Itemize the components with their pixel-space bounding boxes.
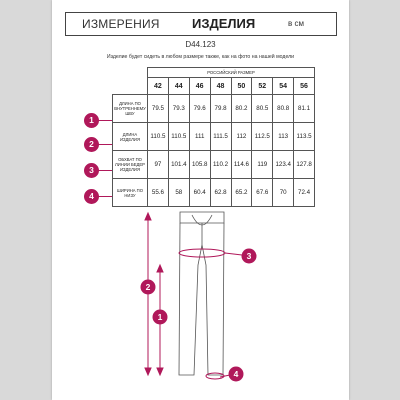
row-marker-3: 3 bbox=[84, 163, 99, 178]
measure-label-line: ВНУТРЕННЕМУ bbox=[114, 106, 146, 111]
arrow-head bbox=[157, 368, 163, 375]
value-cell: 110.5 bbox=[168, 123, 189, 151]
measure-label-line: ШИРИНА ПО bbox=[117, 187, 143, 193]
size-header-row bbox=[113, 68, 315, 78]
trousers-outline bbox=[179, 212, 224, 375]
value-cell: 79.5 bbox=[148, 95, 169, 123]
measure-label-line: ОБХВАТ ПО bbox=[118, 157, 142, 162]
diagram-markers bbox=[141, 249, 257, 382]
corner-cell bbox=[113, 78, 148, 95]
size-cell: 56 bbox=[294, 78, 315, 95]
measure-label-line: ИЗДЕЛИЯ bbox=[120, 167, 140, 172]
hip-leader bbox=[225, 253, 242, 255]
measure-label-line: ЛИНИИ БЕДЕР bbox=[115, 162, 145, 167]
value-cell: 110.5 bbox=[148, 123, 169, 151]
measure-label-line: ДЛИНА bbox=[122, 131, 138, 137]
hip-ellipse bbox=[179, 249, 225, 257]
header-unit: в см bbox=[288, 19, 304, 28]
row-connector-4 bbox=[98, 196, 112, 197]
size-cell: 44 bbox=[168, 78, 189, 95]
value-cell: 70 bbox=[273, 179, 294, 207]
value-cell: 72.4 bbox=[294, 179, 315, 207]
size-chart-sheet bbox=[52, 0, 349, 400]
measure-label bbox=[113, 95, 148, 123]
header-item: ИЗДЕЛИЯ bbox=[192, 16, 256, 31]
value-cell: 79.8 bbox=[210, 95, 231, 123]
table-row bbox=[113, 95, 315, 123]
value-cell: 65.2 bbox=[231, 179, 252, 207]
value-cell: 79.6 bbox=[189, 95, 210, 123]
measure-label bbox=[113, 123, 148, 151]
value-cell: 113.5 bbox=[294, 123, 315, 151]
article-code: D44.123 bbox=[185, 40, 216, 49]
header-measurements: ИЗМЕРЕНИЯ bbox=[82, 17, 160, 31]
size-cell: 48 bbox=[210, 78, 231, 95]
measure-label-line: НИЗУ bbox=[124, 192, 136, 198]
table-row bbox=[113, 123, 315, 151]
diagram-marker-2-label: 2 bbox=[145, 282, 151, 292]
waistband bbox=[180, 212, 224, 223]
value-cell: 81.1 bbox=[294, 95, 315, 123]
corner-cell bbox=[113, 68, 148, 78]
trousers-diagram bbox=[52, 205, 349, 400]
value-cell: 119 bbox=[252, 151, 273, 179]
row-connector-3 bbox=[98, 170, 112, 171]
arrow-head bbox=[157, 265, 163, 272]
value-cell: 112.5 bbox=[252, 123, 273, 151]
value-cell: 105.8 bbox=[189, 151, 210, 179]
value-cell: 80.2 bbox=[231, 95, 252, 123]
row-marker-1: 1 bbox=[84, 113, 99, 128]
measure-label bbox=[113, 151, 148, 179]
fit-note: Изделие будет сидеть в любом размере также, как на фото на нашей модели bbox=[106, 54, 295, 60]
row-connector-2 bbox=[98, 144, 112, 145]
value-cell: 123.4 bbox=[273, 151, 294, 179]
value-cell: 67.6 bbox=[252, 179, 273, 207]
row-marker-2: 2 bbox=[84, 137, 99, 152]
size-table bbox=[112, 67, 315, 207]
table-row bbox=[113, 151, 315, 179]
diagram-marker-1-label: 1 bbox=[157, 312, 163, 322]
measure-label-line: ИЗДЕЛИЯ bbox=[120, 136, 140, 142]
value-cell: 112 bbox=[231, 123, 252, 151]
hem-ellipse bbox=[206, 373, 224, 379]
value-cell: 80.8 bbox=[273, 95, 294, 123]
row-marker-4: 4 bbox=[84, 189, 99, 204]
right-leg bbox=[202, 223, 224, 375]
value-cell: 80.5 bbox=[252, 95, 273, 123]
diagram-marker-3-label: 3 bbox=[246, 251, 252, 261]
size-cell: 54 bbox=[273, 78, 294, 95]
size-cell: 42 bbox=[148, 78, 169, 95]
value-cell: 58 bbox=[168, 179, 189, 207]
size-cell: 46 bbox=[189, 78, 210, 95]
value-cell: 111.5 bbox=[210, 123, 231, 151]
value-cell: 113 bbox=[273, 123, 294, 151]
measure-lines bbox=[145, 213, 242, 379]
measure-label bbox=[113, 179, 148, 207]
value-cell: 62.8 bbox=[210, 179, 231, 207]
header-box bbox=[65, 12, 337, 36]
size-header: РОССИЙСКИЙ РАЗМЕР bbox=[148, 68, 315, 78]
arrow-head bbox=[145, 368, 151, 375]
left-leg bbox=[179, 223, 202, 375]
size-cell: 50 bbox=[231, 78, 252, 95]
value-cell: 60.4 bbox=[189, 179, 210, 207]
size-cell: 52 bbox=[252, 78, 273, 95]
value-cell: 127.8 bbox=[294, 151, 315, 179]
row-connector-1 bbox=[98, 120, 112, 121]
arrow-head bbox=[145, 213, 151, 220]
sizes-row bbox=[113, 78, 315, 95]
measure-label-line: ШВУ bbox=[125, 111, 135, 116]
value-cell: 111 bbox=[189, 123, 210, 151]
value-cell: 101.4 bbox=[168, 151, 189, 179]
value-cell: 110.2 bbox=[210, 151, 231, 179]
value-cell: 79.3 bbox=[168, 95, 189, 123]
value-cell: 55.6 bbox=[148, 179, 169, 207]
value-cell: 97 bbox=[148, 151, 169, 179]
value-cell: 114.6 bbox=[231, 151, 252, 179]
diagram-marker-4-label: 4 bbox=[233, 369, 239, 379]
table-row bbox=[113, 179, 315, 207]
measure-label-line: ДЛИНА ПО bbox=[119, 101, 141, 106]
